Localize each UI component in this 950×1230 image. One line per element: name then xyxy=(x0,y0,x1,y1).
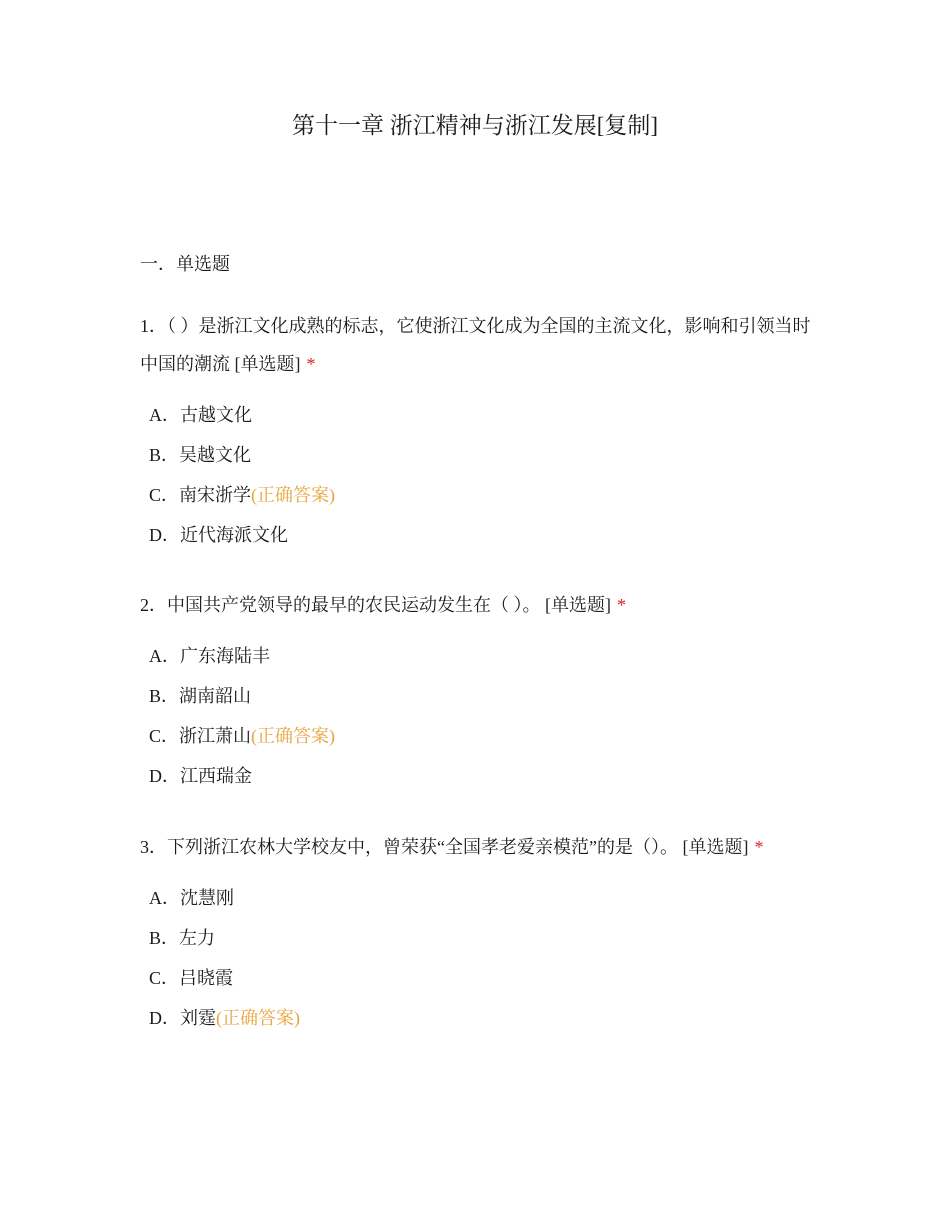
question-1-text xyxy=(140,307,820,383)
option-d xyxy=(140,998,820,1038)
option-letter: C． xyxy=(149,485,180,505)
option-letter: B． xyxy=(149,928,180,948)
option-letter: B． xyxy=(149,445,180,465)
required-star: * xyxy=(306,354,316,374)
question-body: （ ）是浙江文化成熟的标志，它使浙江文化成为全国的主流文化，影响和引领当时中国的潮流 xyxy=(140,316,811,374)
question-2 xyxy=(140,586,820,796)
option-letter: C． xyxy=(149,968,180,988)
option-b xyxy=(140,676,820,716)
required-star: * xyxy=(617,595,626,615)
option-a xyxy=(140,395,820,435)
correct-answer-label: (正确答案) xyxy=(251,726,336,746)
option-text: 左力 xyxy=(179,928,216,948)
question-number: 3． xyxy=(140,837,167,857)
question-type-tag: [单选题] xyxy=(682,837,749,857)
option-list xyxy=(140,878,820,1038)
option-text: 江西瑞金 xyxy=(180,766,252,786)
question-2-text xyxy=(140,586,820,624)
option-c xyxy=(140,958,820,998)
correct-answer-label: (正确答案) xyxy=(251,485,336,505)
option-a xyxy=(140,878,820,918)
required-star: * xyxy=(754,837,764,857)
correct-answer-label: (正确答案) xyxy=(216,1008,300,1028)
question-1 xyxy=(140,307,820,555)
question-3 xyxy=(140,828,820,1038)
question-number: 2． xyxy=(140,595,167,615)
option-text: 吕晓霞 xyxy=(179,968,234,988)
option-text: 沈慧刚 xyxy=(180,888,234,908)
option-letter: D． xyxy=(149,525,180,545)
option-letter: B． xyxy=(149,686,180,706)
option-list xyxy=(140,395,820,555)
option-text: 湖南韶山 xyxy=(179,686,252,706)
option-text: 广东海陆丰 xyxy=(180,646,270,666)
option-text: 南宋浙学 xyxy=(179,485,252,505)
option-list xyxy=(140,636,820,796)
option-letter: D． xyxy=(149,1008,180,1028)
option-a xyxy=(140,636,820,676)
option-c xyxy=(140,716,820,756)
page-title: 第十一章 浙江精神与浙江发展[复制] xyxy=(291,113,659,138)
option-text: 近代海派文化 xyxy=(180,525,288,545)
option-b xyxy=(140,918,820,958)
option-letter: D． xyxy=(149,766,180,786)
question-type-tag: [单选题] xyxy=(545,595,611,615)
option-letter: A． xyxy=(149,888,180,908)
option-text: 吴越文化 xyxy=(179,445,252,465)
option-letter: A． xyxy=(149,405,180,425)
option-text: 浙江萧山 xyxy=(179,726,252,746)
option-letter: C． xyxy=(149,726,180,746)
option-letter: A． xyxy=(149,646,180,666)
question-type-tag: [单选题] xyxy=(234,354,301,374)
question-number: 1． xyxy=(140,316,167,336)
question-3-text xyxy=(140,828,820,866)
option-d xyxy=(140,756,820,796)
option-c xyxy=(140,475,820,515)
section-heading: 一．单选题 xyxy=(140,254,230,274)
option-d xyxy=(140,515,820,555)
question-body: 中国共产党领导的最早的农民运动发生在（ ）。 xyxy=(167,595,541,615)
option-text: 古越文化 xyxy=(180,405,252,425)
question-body: 下列浙江农林大学校友中，曾荣获“全国孝老爱亲模范”的是（）。 xyxy=(167,837,678,857)
option-b xyxy=(140,435,820,475)
option-text: 刘霆 xyxy=(180,1008,216,1028)
